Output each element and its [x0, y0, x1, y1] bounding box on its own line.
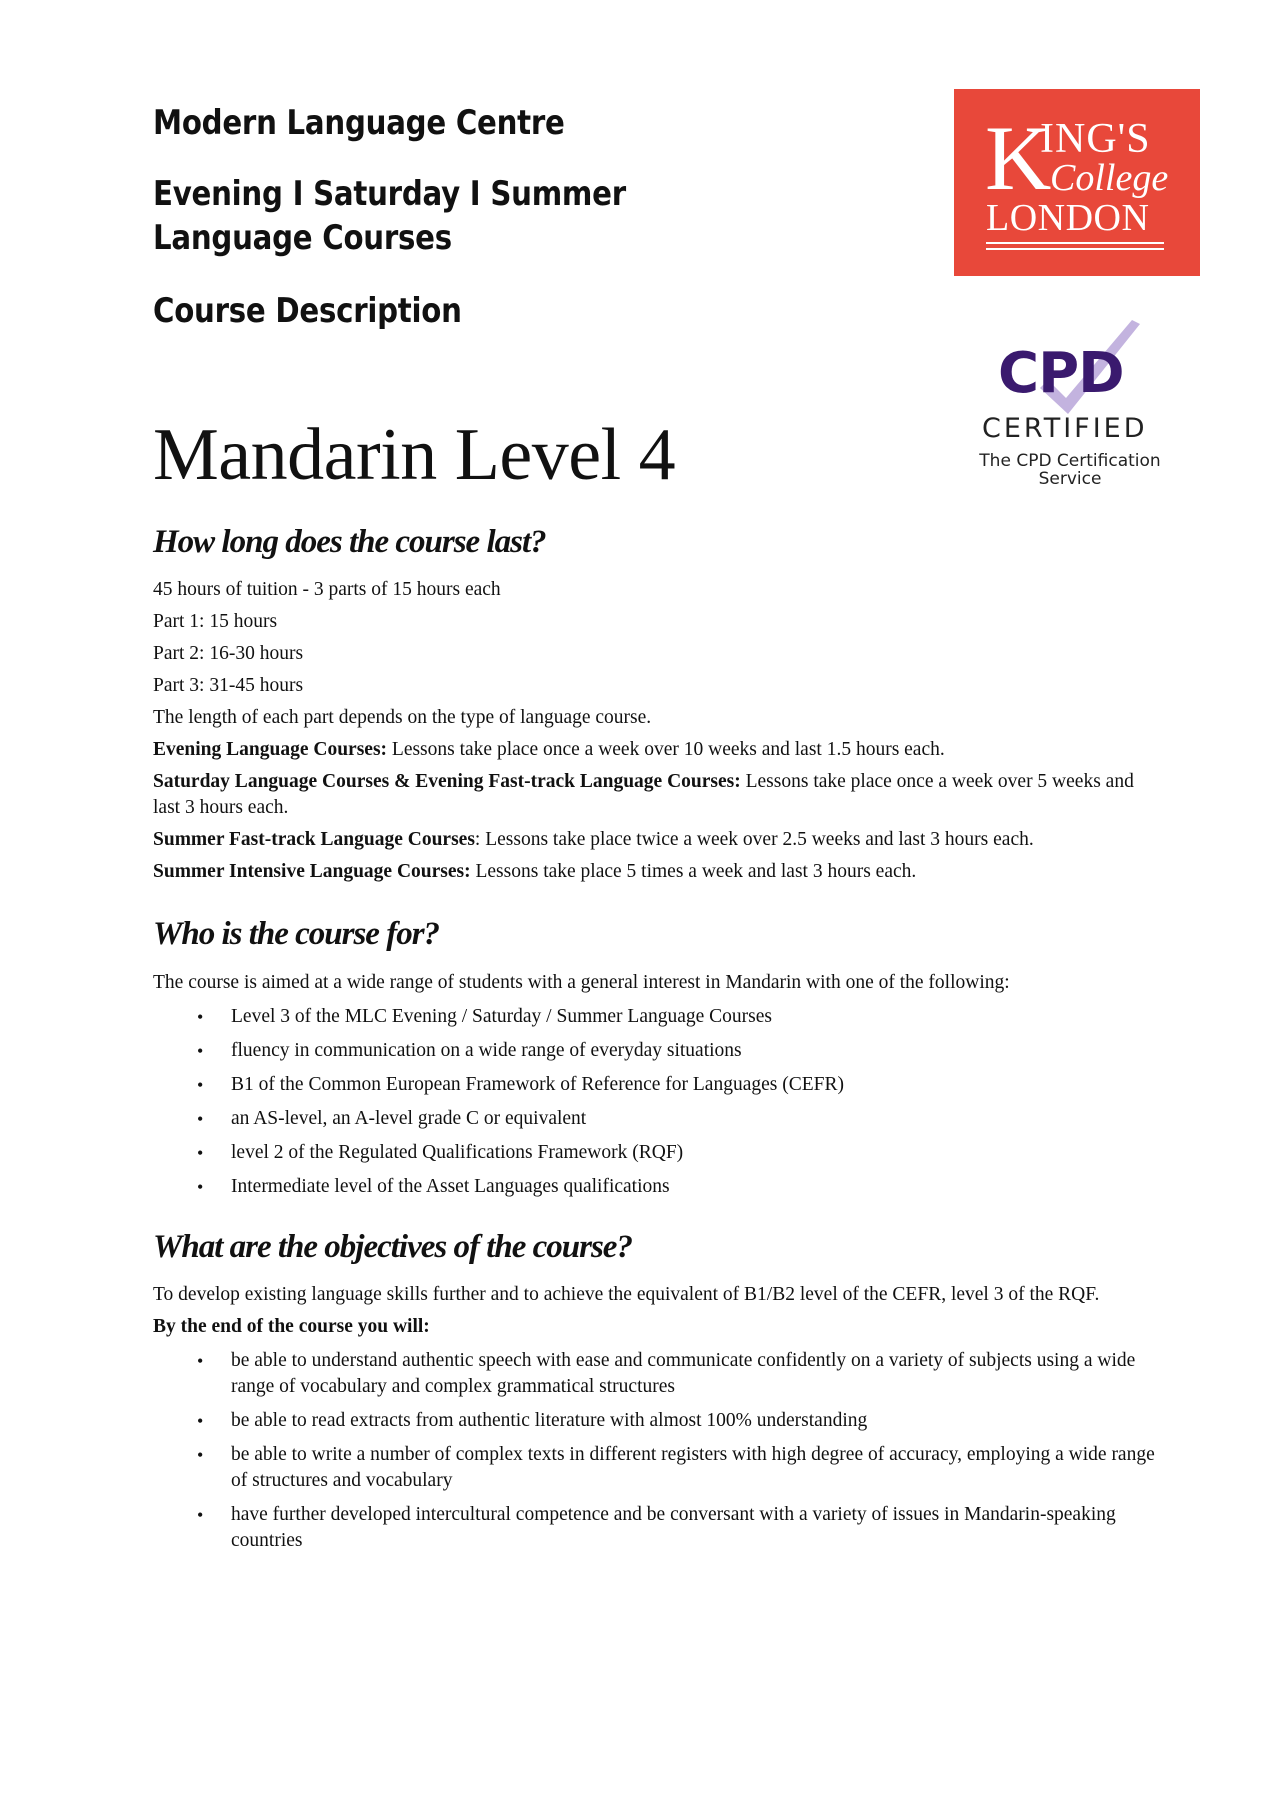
cpd-certified-logo [970, 318, 1170, 498]
bullet-icon: • [197, 1411, 204, 1431]
list-item [153, 1408, 1163, 1434]
list-item-text: be able to understand authentic speech with ease and communicate confidently on a variety of subjects using a wide range of vocabulary and complex grammatical structures [231, 1350, 1136, 1397]
kings-college-london-logo [954, 89, 1200, 276]
list-item [153, 1502, 1163, 1554]
bullet-icon: • [197, 1351, 204, 1371]
list-item-text: B1 of the Common European Framework of Reference for Languages (CEFR) [231, 1074, 844, 1095]
list-item [153, 1038, 1163, 1064]
objectives-list [153, 1348, 1163, 1554]
course-type-text: Lessons take place once a week over 10 weeks and last 1.5 hours each. [387, 739, 945, 760]
bullet-icon: • [197, 1007, 204, 1027]
audience-intro: The course is aimed at a wide range of students with a general interest in Mandarin with one of the following: [153, 972, 1010, 993]
list-item-text: be able to read extracts from authentic literature with almost 100% understanding [231, 1410, 868, 1431]
cpd-logo-service-line2: Service [1038, 469, 1102, 489]
cpd-logo-service-line1: The CPD Certification [979, 451, 1161, 471]
cpd-logo-word: CPD [998, 341, 1124, 406]
course-type-saturday [153, 769, 1163, 821]
objectives-section [153, 1282, 1163, 1562]
kcl-logo-london: LONDON [986, 197, 1150, 239]
objectives-intro: To develop existing language skills further and to achieve the equivalent of B1/B2 level of the CEFR, level 3 of the RQF. [153, 1284, 1100, 1305]
course-type-text: : Lessons take place twice a week over 2.5 weeks and last 3 hours each. [474, 829, 1034, 850]
courses-heading-line1: Evening I Saturday I Summer [153, 174, 626, 214]
course-type-text: Lessons take place once a week over 5 weeks and last 3 hours each. [153, 771, 1134, 818]
audience-section [153, 970, 1163, 1208]
list-item [153, 1140, 1163, 1166]
bullet-icon: • [197, 1505, 204, 1525]
list-item-text: level 2 of the Regulated Qualifications Framework (RQF) [231, 1142, 684, 1163]
list-item-text: Level 3 of the MLC Evening / Saturday / Summer Language Courses [231, 1006, 773, 1027]
duration-line: Part 2: 16-30 hours [153, 643, 304, 664]
list-item [153, 1072, 1163, 1098]
duration-line: The length of each part depends on the type of language course. [153, 707, 652, 728]
duration-line: Part 3: 31-45 hours [153, 675, 304, 696]
list-item-text: an AS-level, an A-level grade C or equivalent [231, 1108, 587, 1129]
centre-heading: Modern Language Centre [153, 103, 565, 143]
list-item-text: be able to write a number of complex texts in different registers with high degree of accuracy, employing a wide range of structures and vocabulary [231, 1444, 1155, 1491]
bullet-icon: • [197, 1109, 204, 1129]
list-item-text: have further developed intercultural competence and be conversant with a variety of issues in Mandarin-speaking countries [231, 1504, 1116, 1551]
kcl-logo-k: K [985, 107, 1052, 209]
objectives-lead: By the end of the course you will: [153, 1316, 430, 1337]
kcl-logo-rule [986, 242, 1164, 244]
list-item [153, 1348, 1163, 1400]
kcl-logo-rule [986, 248, 1164, 250]
objectives-heading: What are the objectives of the course? [153, 1229, 632, 1265]
duration-line: 45 hours of tuition - 3 parts of 15 hours each [153, 579, 501, 600]
cpd-logo-certified: CERTIFIED [982, 413, 1148, 444]
kcl-logo-ings: ING'S [1040, 116, 1151, 162]
list-item [153, 1174, 1163, 1200]
courses-heading-line2: Language Courses [153, 218, 452, 258]
course-type-label: Evening Language Courses: [153, 739, 388, 760]
course-type-summer-fast-track [153, 827, 1163, 853]
bullet-icon: • [197, 1445, 204, 1465]
list-item-text: fluency in communication on a wide range of everyday situations [231, 1040, 742, 1061]
bullet-icon: • [197, 1075, 204, 1095]
bullet-icon: • [197, 1041, 204, 1061]
list-item [153, 1442, 1163, 1494]
course-description-heading: Course Description [153, 291, 462, 331]
course-type-summer-intensive [153, 859, 1163, 885]
duration-heading: How long does the course last? [153, 524, 546, 560]
course-title: Mandarin Level 4 [153, 414, 676, 496]
list-item [153, 1004, 1163, 1030]
audience-list [153, 1004, 1163, 1200]
duration-section [153, 577, 1163, 885]
bullet-icon: • [197, 1143, 204, 1163]
course-type-label: Saturday Language Courses & Evening Fast-track Language Courses: [153, 771, 741, 792]
course-type-text: Lessons take place 5 times a week and last 3 hours each. [470, 861, 917, 882]
kcl-logo-college: College [1050, 157, 1169, 199]
course-type-evening [153, 737, 1163, 763]
course-type-label: Summer Intensive Language Courses: [153, 861, 471, 882]
duration-line: Part 1: 15 hours [153, 611, 278, 632]
bullet-icon: • [197, 1177, 204, 1197]
courses-heading [153, 172, 626, 260]
audience-heading: Who is the course for? [153, 916, 440, 952]
course-type-label: Summer Fast-track Language Courses [153, 829, 475, 850]
list-item-text: Intermediate level of the Asset Languages qualifications [231, 1176, 670, 1197]
list-item [153, 1106, 1163, 1132]
